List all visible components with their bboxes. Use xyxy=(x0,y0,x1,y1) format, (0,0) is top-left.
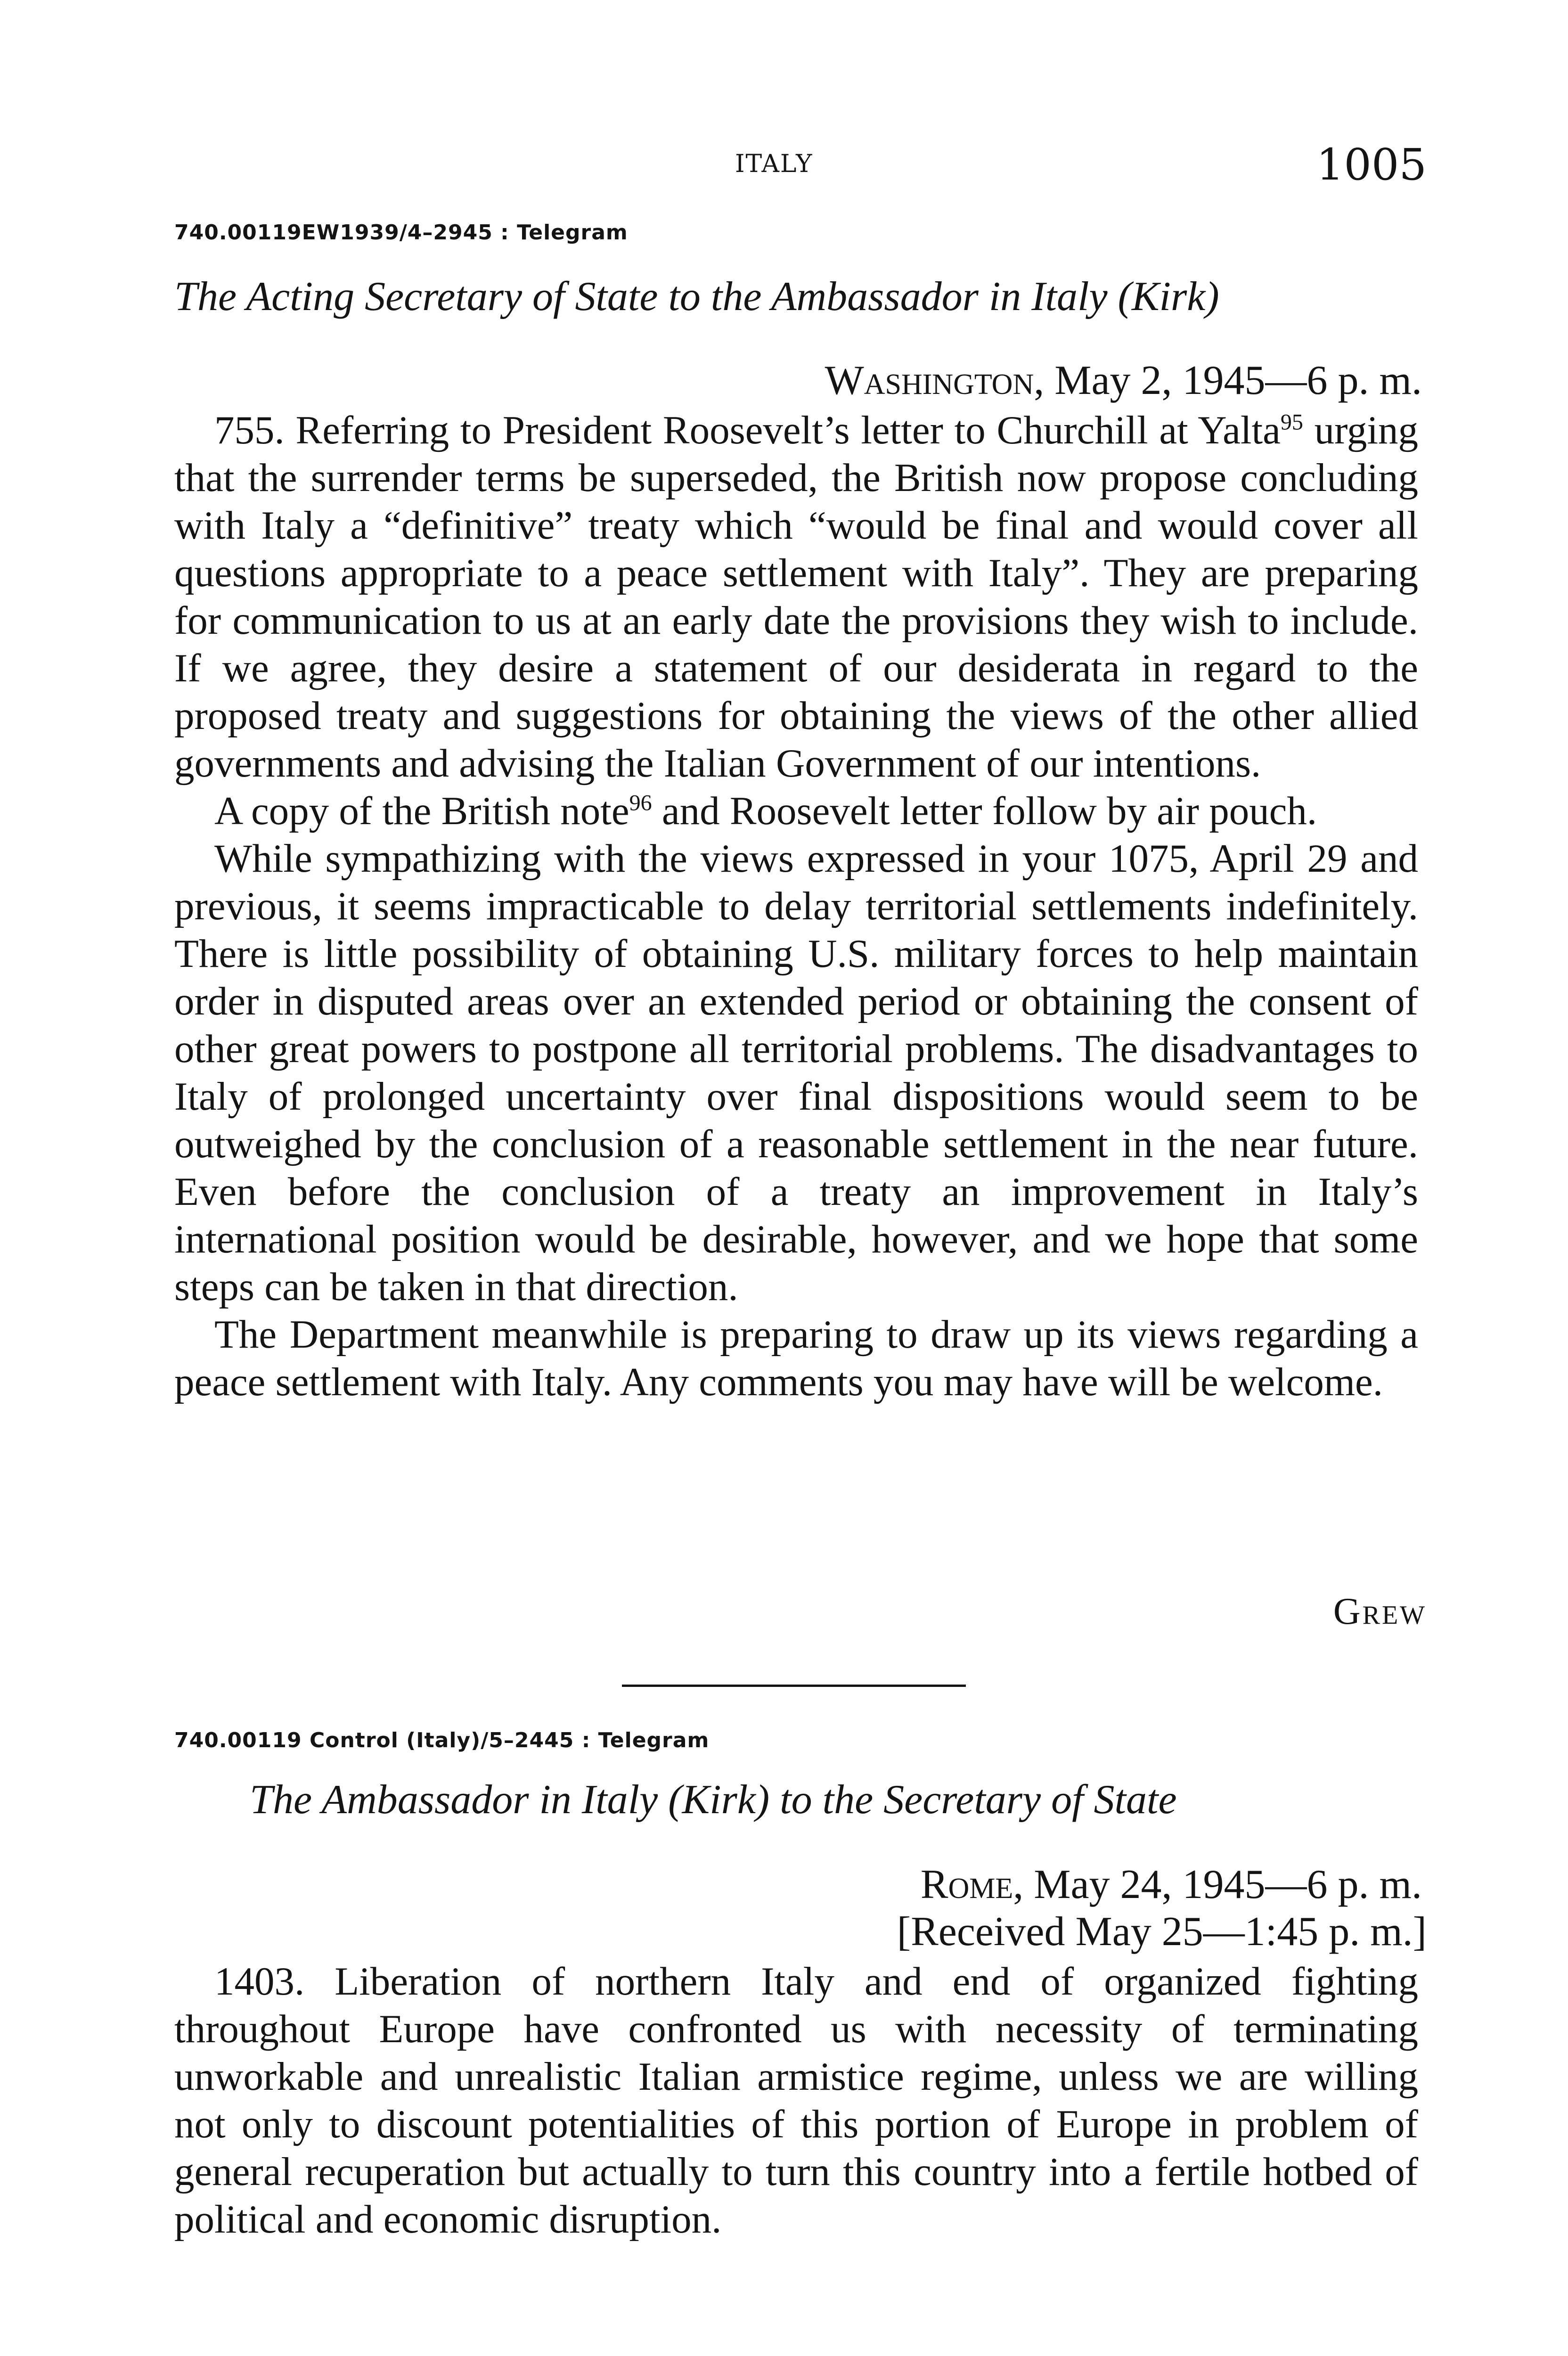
paragraph-text: A copy of the British note xyxy=(214,789,629,833)
paragraph xyxy=(174,1958,1418,2243)
dateline-place: Rome, xyxy=(920,1862,1024,1907)
footnote-reference: 96 xyxy=(629,790,652,816)
dateline-1 xyxy=(825,357,1422,404)
page-number: 1005 xyxy=(1316,139,1427,190)
dateline-date: May 2, 1945—6 p. m. xyxy=(1044,358,1422,403)
paragraph-text: While sympathizing with the views expressed in your 1075, April 29 and previous, it seems impracticable to delay territorial settlements indefinitely. There is little possibility of obtaining U.S. military forces to help maintain order in disputed areas over an extended period or obtaining the consent of other great powers to postpone all territorial problems. The disadvantages to Italy of prolonged uncertainty over final dispositions would seem to be outweighed by the conclusion of a reasonable settlement in the near future. Even before the conclusion of a treaty an improvement in Italy’s international position would be desirable, however, and we hope that some steps can be taken in that direction. xyxy=(174,836,1418,1309)
paragraph-text: The Department meanwhile is preparing to draw up its views regarding a peace settlement with Italy. Any comments you may have will be welcome. xyxy=(174,1312,1418,1404)
paragraph-text: urging that the surrender terms be superseded, the British now propose concluding with Italy a “definitive” treaty which “would be final and would cover all questions appropriate to a peace settlement with Italy”. They are preparing for communication to us at an early date the provisions they wish to include. If we agree, they desire a statement of our desiderata in regard to the proposed treaty and suggestions for obtaining the views of the other allied governments and advising the Italian Government of our intentions. xyxy=(174,408,1418,785)
document-title-2: The Ambassador in Italy (Kirk) to the Secretary of State xyxy=(250,1777,1177,1823)
section-divider xyxy=(622,1685,966,1687)
received-line: [Received May 25—1:45 p. m.] xyxy=(897,1909,1427,1955)
telegram-body-2 xyxy=(174,1958,1418,2243)
footnote-reference: 95 xyxy=(1280,409,1303,435)
paragraph xyxy=(174,835,1418,1311)
running-title: ITALY xyxy=(735,150,813,178)
dateline-2 xyxy=(921,1861,1422,1908)
paragraph-text: 1403. Liberation of northern Italy and end of organized fighting throughout Europe have confronted us with necessity of terminating unworkable and unrealistic Italian armistice regime, unless we are willing not only to discount potentialities of this portion of Europe in problem of general recuperation but actually to turn this country into a fertile hotbed of political and economic disruption. xyxy=(174,1959,1418,2241)
dateline-date: May 24, 1945—6 p. m. xyxy=(1023,1862,1422,1907)
document-title-1: The Acting Secretary of State to the Ambassador in Italy (Kirk) xyxy=(174,274,1219,319)
paragraph xyxy=(174,407,1418,787)
paragraph-text: and Roosevelt letter follow by air pouch. xyxy=(652,789,1317,833)
file-reference-2: 740.00119 Control (Italy)/5–2445 : Telegram xyxy=(174,1728,710,1752)
signature: Grew xyxy=(1333,1591,1427,1632)
dateline-place: Washington, xyxy=(825,358,1045,403)
telegram-body-1 xyxy=(174,407,1418,1406)
paragraph-text: 755. Referring to President Roosevelt’s letter to Churchill at Yalta xyxy=(214,408,1281,452)
paragraph xyxy=(174,787,1418,835)
file-reference-1: 740.00119EW1939/4–2945 : Telegram xyxy=(174,221,628,245)
paragraph xyxy=(174,1311,1418,1406)
